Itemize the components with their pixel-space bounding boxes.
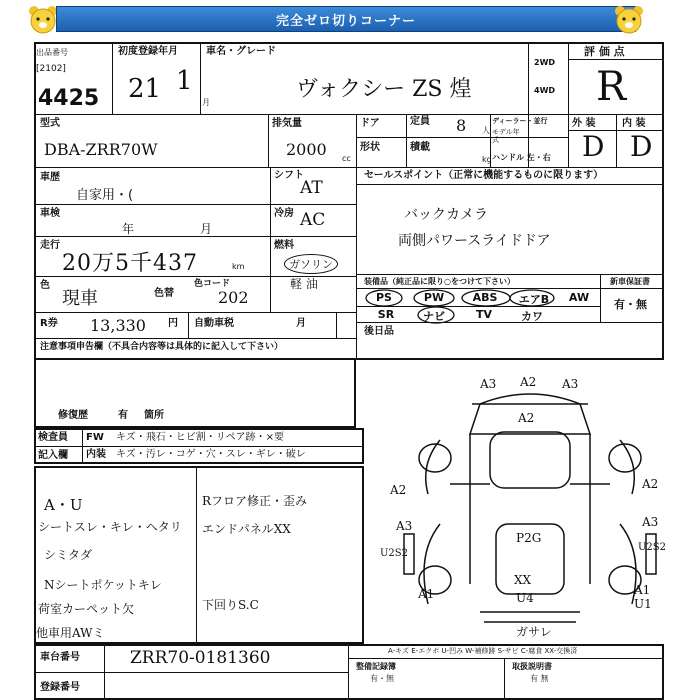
svg-text:A2: A2 <box>518 411 535 425</box>
score-value: R <box>596 64 627 110</box>
manual-label: 取扱説明書 <box>512 662 552 671</box>
drive-4wd: 4WD <box>534 86 556 95</box>
sales-point-line2: 両側パワースライドドア <box>398 233 551 249</box>
record-label: 記入欄 <box>38 450 68 461</box>
svg-text:A3: A3 <box>480 377 497 391</box>
recycle-label: R券 <box>40 318 58 329</box>
exterior-score: D <box>582 130 605 163</box>
svg-text:P2G: P2G <box>516 531 542 545</box>
shift-label: シフト <box>274 170 304 181</box>
color-value: 現車 <box>62 288 98 309</box>
svg-text:U2S2: U2S2 <box>380 548 409 559</box>
new-warranty-value: 有・無 <box>614 298 647 311</box>
svg-text:ガサレ: ガサレ <box>516 625 552 639</box>
chassis-value: ZRR70-0181360 <box>130 648 271 668</box>
svg-text:A1: A1 <box>634 583 651 597</box>
svg-text:A2: A2 <box>390 483 407 497</box>
equip-sr: SR <box>377 308 395 321</box>
fuel-label: 燃料 <box>274 240 294 251</box>
model-value: DBA-ZRR70W <box>44 140 158 159</box>
seats-unit: 人 <box>482 126 490 135</box>
lot-venue-code: [2102] <box>36 64 66 74</box>
remark-left-2: シートスレ・キレ・ヘタリ <box>38 520 182 534</box>
equip-navi: ナビ <box>423 310 445 323</box>
tax-month: 月 <box>296 318 306 329</box>
svg-text:A3: A3 <box>562 377 579 391</box>
remark-left-6: 他車用AWミ <box>36 626 105 640</box>
drive-2wd: 2WD <box>534 58 556 67</box>
equipment-label: 装備品（純正品に限り○をつけて下さい） <box>364 277 515 286</box>
displacement-unit: cc <box>342 154 351 163</box>
interior-label: 内 装 <box>622 118 646 129</box>
repair-place: 箇所 <box>144 410 164 421</box>
inspection-label: 車検 <box>40 208 60 219</box>
equip-leather: カワ <box>521 310 543 323</box>
color-change-label: 色替 <box>154 288 174 299</box>
legend-line: A-キズ E-エクボ U-凹み W-補修跡 S-サビ C-腐食 XX-交換済 <box>388 647 578 655</box>
color-label: 色 <box>40 280 50 291</box>
svg-text:A1: A1 <box>418 587 435 601</box>
inspection-month: 月 <box>200 222 213 236</box>
shape-label: 形状 <box>360 142 380 153</box>
remark-right-1: Rフロア修正・歪み <box>202 494 308 508</box>
equip-pw: PW <box>423 291 445 304</box>
sales-point-label: セールスポイント（正常に機能するものに限ります） <box>364 170 604 181</box>
manual-value: 有 無 <box>530 674 549 683</box>
remark-left-1: A・U <box>44 496 83 514</box>
svg-text:A3: A3 <box>396 519 413 533</box>
maintenance-record-label: 整備記録簿 <box>356 662 396 671</box>
car-name: ヴォクシー ZS 煌 <box>296 77 472 102</box>
history-label: 車歴 <box>40 172 60 183</box>
mileage-label: 走行 <box>40 240 60 251</box>
displacement-value: 2000 <box>286 140 327 159</box>
recycle-value: 13,330 <box>90 316 146 335</box>
car-diagram <box>380 374 680 648</box>
dealer-label: ディーラー・並行 <box>492 117 548 125</box>
inspection-year: 年 <box>122 222 135 236</box>
model-label: 型式 <box>40 118 60 129</box>
repair-has: 有 <box>118 410 128 421</box>
color-code: 202 <box>218 288 249 307</box>
equip-circles <box>362 288 562 328</box>
owner-label: 登録番号 <box>40 682 80 693</box>
chassis-label: 車台番号 <box>40 652 80 663</box>
svg-text:A2: A2 <box>642 477 659 491</box>
registration-label: 初度登録年月 <box>118 46 178 57</box>
equip-airbag: エアB <box>518 293 550 306</box>
aftermarket-label: 後日品 <box>364 326 394 337</box>
displacement-label: 排気量 <box>272 118 302 129</box>
sales-point-line1: バックカメラ <box>404 207 488 223</box>
inspector-line1: キズ・飛石・ヒビ割・リペア跡・×要 <box>116 432 284 443</box>
mileage-value: 20万5千437 <box>62 251 198 276</box>
history-value: 自家用・( <box>76 188 134 203</box>
bear-mascot-icon <box>26 4 60 36</box>
registration-year: 21 <box>128 74 162 104</box>
repair-history-label: 修復歴 <box>58 410 88 421</box>
handle-label: ハンドル 左・右 <box>492 153 551 162</box>
registration-month: 1 <box>176 66 193 96</box>
remark-left-4: Nシートポケットキレ <box>44 578 162 592</box>
equip-tv: TV <box>475 308 493 321</box>
interior-score: D <box>630 130 653 163</box>
notes-label: 注意事項申告欄（不具合内容等は具体的に記入して下さい） <box>40 342 284 352</box>
remark-right-2: エンドパネルXX <box>202 522 291 536</box>
remark-left-5: 荷室カーペット欠 <box>38 602 135 616</box>
tax-label: 自動車税 <box>194 318 234 329</box>
svg-text:U4: U4 <box>516 591 534 605</box>
fuel-diesel: 軽 油 <box>290 277 318 291</box>
lot-venue-label: 出品番号 <box>36 48 68 57</box>
page-title: 完全ゼロ切りコーナー <box>56 6 636 32</box>
lot-number: 4425 <box>38 86 100 111</box>
seats-label: 定員 <box>410 116 430 127</box>
svg-text:U1: U1 <box>634 597 652 611</box>
svg-text:XX: XX <box>514 573 532 587</box>
fuel-gas: ガソリン <box>284 254 338 274</box>
mileage-unit: km <box>232 262 245 271</box>
maintenance-record-value: 有・無 <box>370 674 394 683</box>
car-name-label: 車名・グレード <box>206 46 276 57</box>
score-label: 評 価 点 <box>584 45 625 58</box>
seats-value: 8 <box>456 116 467 135</box>
inspector-fw: FW <box>86 432 104 443</box>
color-code-label: 色コード <box>194 279 231 289</box>
load-unit: kg <box>482 155 492 164</box>
doors-label: ドア <box>360 118 380 129</box>
svg-text:A2: A2 <box>520 375 537 389</box>
ac-label: 冷房 <box>274 208 294 219</box>
registration-month-suffix: 月 <box>202 98 210 107</box>
ac-value: AC <box>300 210 326 230</box>
inspector-interior: 内装 <box>86 449 106 460</box>
bear-mascot-icon <box>612 4 646 36</box>
remark-left-3: シミタダ <box>44 548 93 562</box>
svg-text:U2S2: U2S2 <box>638 542 667 553</box>
model-year-label: モデル年式 <box>492 128 520 144</box>
equip-abs: ABS <box>472 291 498 304</box>
remark-right-3: 下回りS.C <box>202 598 259 612</box>
svg-text:A3: A3 <box>642 515 659 529</box>
load-label: 積載 <box>410 142 430 153</box>
shift-value: AT <box>300 178 323 198</box>
recycle-unit: 円 <box>168 318 178 329</box>
inspector-line2: キズ・汚レ・コゲ・穴・スレ・ギレ・破レ <box>116 449 306 460</box>
equip-ps: PS <box>376 291 392 304</box>
new-warranty-label: 新車保証書 <box>610 277 650 286</box>
equip-aw: AW <box>568 291 590 304</box>
inspector-label: 検査員 <box>38 432 68 443</box>
exterior-label: 外 装 <box>572 118 596 129</box>
